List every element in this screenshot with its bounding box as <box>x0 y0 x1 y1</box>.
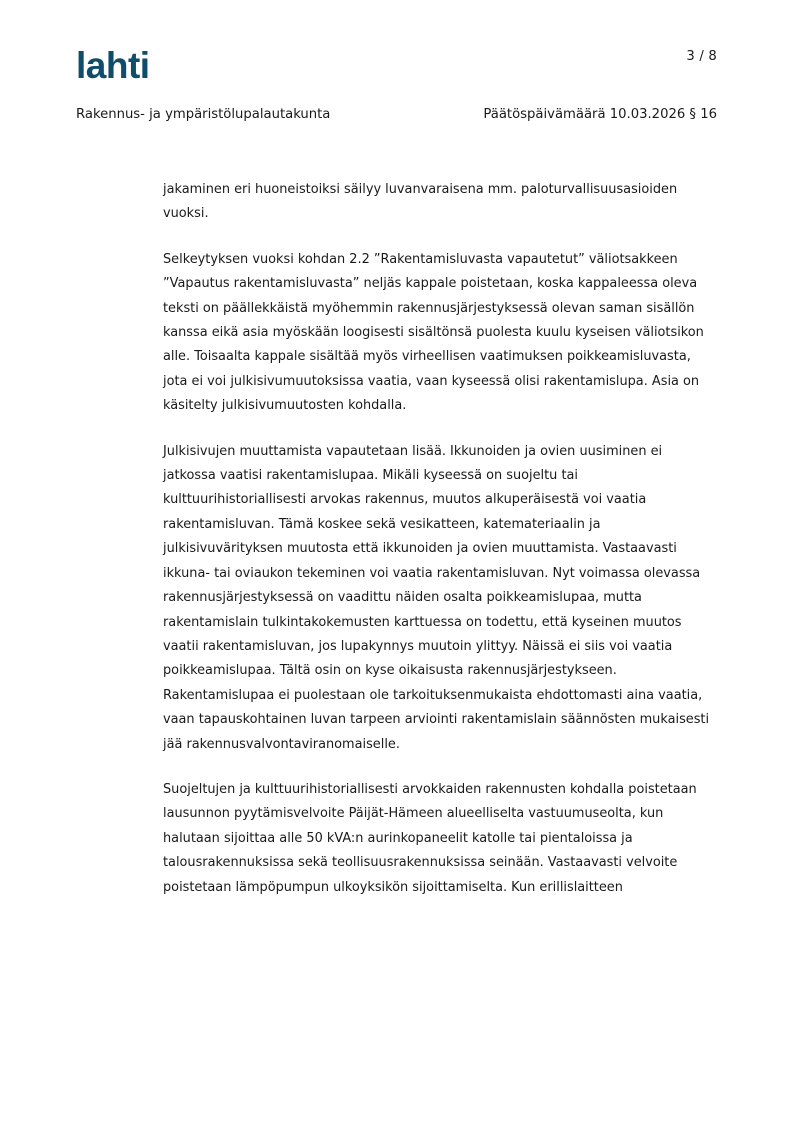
text-line: lausunnon pyytämisvelvoite Päijät-Hämeen alueelliselta vastuumuseolta, kun <box>163 806 664 822</box>
text-line: vaatii rakentamisluvan, jos lupakynnys muutoin ylittyy. Näissä ei siis voi vaatia <box>163 638 673 654</box>
text-line: vuoksi. <box>163 206 209 222</box>
text-line: Rakentamislupaa ei puolestaan ole tarkoituksenmukaista ehdottomasti aina vaatia, <box>163 687 703 703</box>
text-line: ”Vapautus rakentamisluvasta” neljäs kappale poistetaan, koska kappaleessa oleva <box>163 276 698 292</box>
text-line: poikkeamislupaa. Tältä osin on kyse oikaisusta rakennusjärjestykseen. <box>163 663 617 679</box>
text-line: rakentamisluvan. Tämä koskee sekä vesikatteen, katemateriaalin ja <box>163 516 601 532</box>
text-line: talousrakennuksissa sekä teollisuusrakennuksissa seinään. Vastaavasti velvoite <box>163 855 678 871</box>
text-line: poistetaan lämpöpumpun ulkoyksikön sijoittamiselta. Kun erillislaitteen <box>163 879 623 895</box>
text-line: jää rakennusvalvontaviranomaiselle. <box>163 736 400 752</box>
text-line: rakentamislain tulkintakokemusten karttuessa on todettu, että kyseinen muutos <box>163 614 682 630</box>
text-line: rakennusjärjestyksessä on vaadittu näiden osalta poikkeamislupaa, mutta <box>163 590 642 606</box>
page-number: 3 / 8 <box>686 49 717 64</box>
text-line: Selkeytyksen vuoksi kohdan 2.2 ”Rakentamisluvasta vapautetut” väliotsakkeen <box>163 251 678 267</box>
text-line: Julkisivujen muuttamista vapautetaan lisää. Ikkunoiden ja ovien uusiminen ei <box>163 443 663 459</box>
text-line: jatkossa vaatisi rakentamislupaa. Mikäli kyseessä on suojeltu tai <box>163 468 578 484</box>
document-body <box>163 178 723 921</box>
text-line: alle. Toisaalta kappale sisältää myös virheellisen vaatimuksen poikkeamisluvasta, <box>163 349 691 365</box>
text-line: kulttuurihistoriallisesti arvokas rakennus, muutos alkuperäisestä voi vaatia <box>163 492 647 508</box>
text-line: vaan tapauskohtainen luvan tarpeen arviointi rakentamislain säännösten mukaisesti <box>163 712 710 728</box>
paragraph <box>163 440 723 757</box>
text-line: kanssa eikä asia myöskään loogisesti sisältönsä puolesta kuulu kyseisen väliotsikon <box>163 325 704 341</box>
lahti-logo <box>76 46 168 84</box>
paragraph <box>163 248 723 419</box>
decision-date: Päätöspäivämäärä 10.03.2026 § 16 <box>483 107 717 122</box>
text-line: jota ei voi julkisivumuutoksissa vaatia, vaan kyseessä olisi rakentamislupa. Asia on <box>163 373 700 389</box>
text-line: teksti on päällekkäistä myöhemmin rakennusjärjestyksessä olevan saman sisällön <box>163 300 695 316</box>
text-line: halutaan sijoittaa alle 50 kVA:n aurinkopaneelit katolle tai pientaloissa ja <box>163 830 633 846</box>
svg-text:lahti: lahti <box>76 46 150 84</box>
text-line: ikkuna- tai oviaukon tekeminen voi vaatia rakentamisluvan. Nyt voimassa olevassa <box>163 565 701 581</box>
text-line: Suojeltujen ja kulttuurihistoriallisesti arvokkaiden rakennusten kohdalla poistetaan <box>163 781 697 797</box>
paragraph <box>163 778 723 900</box>
text-line: julkisivuvärityksen muutosta että ikkunoiden ja ovien muuttamista. Vastaavasti <box>163 541 677 557</box>
lahti-logo-mark <box>76 46 168 84</box>
paragraph <box>163 178 723 227</box>
text-line: jakaminen eri huoneistoiksi säilyy luvanvaraisena mm. paloturvallisuusasioiden <box>163 182 678 197</box>
text-line: käsitelty julkisivumuutosten kohdalla. <box>163 398 407 414</box>
board-name: Rakennus- ja ympäristölupalautakunta <box>76 107 331 122</box>
